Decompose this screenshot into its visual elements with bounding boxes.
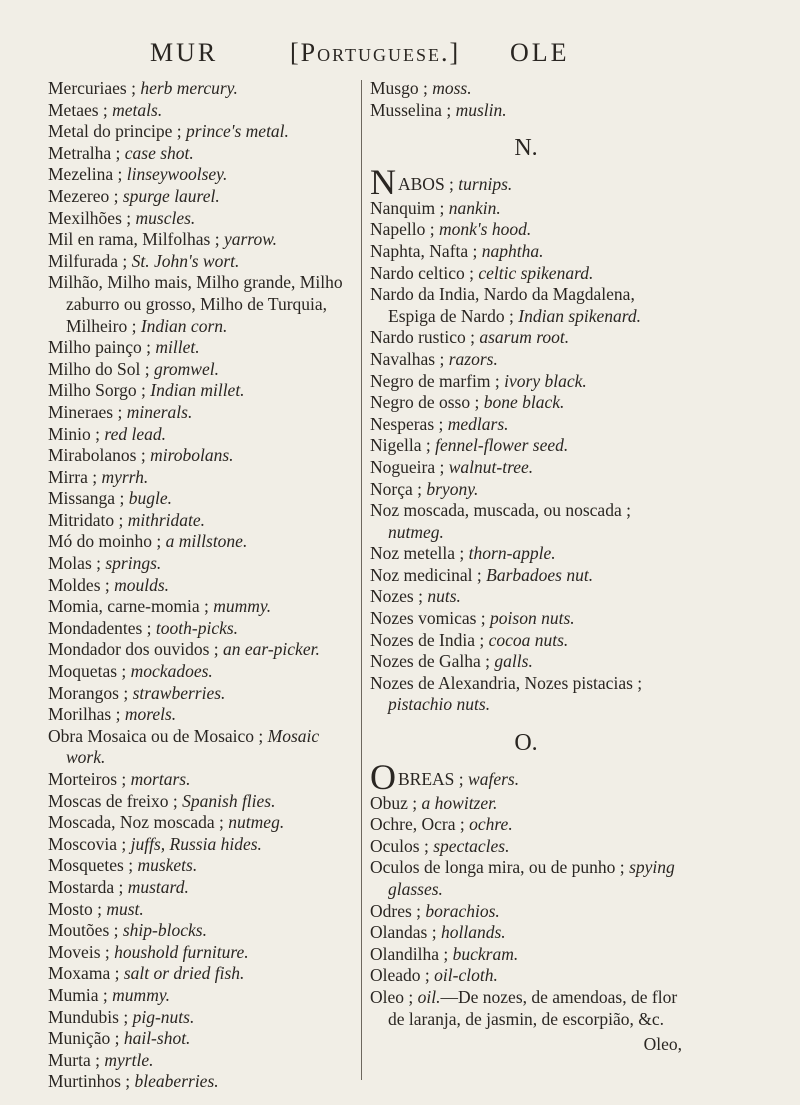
- entry-pt: Nanquim ;: [370, 197, 449, 218]
- entry-pt: Moscada, Noz moscada ;: [48, 812, 229, 833]
- dictionary-entry: [370, 673, 682, 716]
- entry-pt: Nozes de India ;: [370, 629, 489, 650]
- header-center: [Portuguese.]: [290, 38, 461, 67]
- entry-pt: Mosquetes ;: [48, 855, 138, 876]
- dictionary-entry: [48, 683, 354, 705]
- entry-en: metals.: [112, 99, 163, 120]
- entry-pt: Milho painço ;: [48, 337, 156, 358]
- entry-pt: Momia, carne-momia ;: [48, 596, 214, 617]
- dictionary-entry: [48, 1071, 354, 1093]
- entry-en: celtic spikenard.: [478, 262, 594, 283]
- entry-en: hollands.: [440, 922, 506, 943]
- entry-en: nutmeg.: [388, 521, 444, 542]
- entry-pt: Nogueira ;: [370, 456, 449, 477]
- dictionary-entry: [48, 337, 354, 359]
- entry-pt: Navalhas ;: [370, 348, 449, 369]
- dictionary-entry: [370, 479, 682, 501]
- entry-en: bugle.: [128, 488, 172, 509]
- entry-pt: Noz moscada, muscada, ou noscada ;: [370, 500, 631, 521]
- dictionary-entry: [370, 327, 682, 349]
- dictionary-entry: [370, 219, 682, 241]
- entry-pt: Moutões ;: [48, 920, 123, 941]
- header-right: OLE: [510, 38, 570, 67]
- entry-en: muskets.: [137, 855, 198, 876]
- dictionary-entry: [48, 424, 354, 446]
- entry-en: St. John's wort.: [131, 250, 240, 271]
- entry-en: houshold furniture.: [114, 941, 249, 962]
- entry-pt: Nigella ;: [370, 435, 436, 456]
- entry-en: muscles.: [135, 207, 196, 228]
- entry-en: millet.: [155, 337, 200, 358]
- entry-pt: Mondadentes ;: [48, 617, 156, 638]
- entry-en: nankin.: [448, 197, 501, 218]
- entry-pt: Oleado ;: [370, 965, 435, 986]
- entry-en: pistachio nuts.: [388, 694, 491, 715]
- dictionary-entry: [48, 164, 354, 186]
- entry-en: must.: [106, 898, 144, 919]
- entry-en: Mosaic work.: [66, 725, 320, 768]
- dictionary-entry: [48, 639, 354, 661]
- entry-en: asarum root.: [479, 327, 570, 348]
- header-left: MUR: [150, 38, 219, 67]
- entry-pt: Morilhas ;: [48, 704, 125, 725]
- entry-en: hail-shot.: [123, 1028, 191, 1049]
- entry-en: ship-blocks.: [122, 920, 207, 941]
- dictionary-entry: [370, 263, 682, 285]
- entry-pt: Olandas ;: [370, 922, 441, 943]
- entry-en: gromwel.: [154, 358, 219, 379]
- dictionary-entry: [48, 510, 354, 532]
- dictionary-entry: [370, 987, 682, 1030]
- entry-pt: Odres ;: [370, 900, 426, 921]
- entry-pt: Naphta, Nafta ;: [370, 240, 482, 261]
- entry-pt: Obuz ;: [370, 792, 422, 813]
- entry-en: mortars.: [130, 769, 191, 789]
- dictionary-entry: [48, 985, 354, 1007]
- entry-en: minerals.: [126, 401, 193, 422]
- entry-pt: Olandilha ;: [370, 943, 453, 964]
- entry-pt: Mundubis ;: [48, 1006, 133, 1027]
- entry-pt: Metaes ;: [48, 99, 113, 120]
- dictionary-entry: [48, 726, 354, 769]
- dictionary-entry: [370, 241, 682, 263]
- dictionary-entry: [370, 836, 682, 858]
- entry-pt: Mercuriaes ;: [48, 78, 141, 98]
- entry-en: ochre.: [469, 814, 513, 835]
- entry-pt: Nozes de Galha ;: [370, 651, 495, 672]
- entry-pt: Milho Sorgo ;: [48, 380, 151, 401]
- entry-en: poison nuts.: [490, 608, 575, 629]
- entry-pt: Mumia ;: [48, 984, 113, 1005]
- entry-pt: Nozes ;: [370, 586, 428, 607]
- entry-pt: BREAS ;: [398, 769, 469, 790]
- dictionary-entry: [48, 553, 354, 575]
- entry-pt: Norça ;: [370, 478, 427, 499]
- entry-pt: Oculos ;: [370, 835, 434, 856]
- entry-en: case shot.: [124, 142, 194, 163]
- dictionary-entry: [370, 793, 682, 815]
- entry-pt: Mostarda ;: [48, 876, 128, 897]
- entry-en: yarrow.: [223, 229, 277, 250]
- entry-en: bryony.: [426, 478, 479, 499]
- drop-cap-n: N: [370, 162, 396, 203]
- dictionary-entry: [48, 1007, 354, 1029]
- entry-en: herb mercury.: [140, 78, 238, 98]
- entry-en: razors.: [448, 348, 498, 369]
- dictionary-entry: [48, 618, 354, 640]
- dictionary-entry: [370, 543, 682, 565]
- entry-en: turnips.: [458, 174, 513, 195]
- entry-first-o: [370, 757, 682, 798]
- entry-en: morels.: [124, 704, 177, 725]
- entry-pt: Moldes ;: [48, 574, 115, 595]
- dictionary-entry: [370, 944, 682, 966]
- drop-cap-o: O: [370, 757, 396, 798]
- dictionary-entry: [48, 963, 354, 985]
- dictionary-entry: [370, 284, 682, 327]
- dictionary-entry: [48, 467, 354, 489]
- dictionary-entry: [48, 488, 354, 510]
- entry-pt: Nesperas ;: [370, 413, 448, 434]
- entry-en: tooth-picks.: [155, 617, 239, 638]
- entry-en: medlars.: [447, 413, 509, 434]
- entry-pt: Moscas de freixo ;: [48, 790, 183, 811]
- entry-en: borachios.: [425, 900, 500, 921]
- entry-continuation: —De nozes, de amendoas, de flor de laranja, de jasmin, de escorpião, &c.: [388, 986, 678, 1029]
- dictionary-entry: [48, 834, 354, 856]
- dictionary-entry: [370, 901, 682, 923]
- entry-en: a howitzer.: [421, 792, 498, 813]
- entry-en: walnut-tree.: [448, 456, 534, 477]
- entry-pt: Munição ;: [48, 1028, 124, 1049]
- entry-pt: Milhão, Milho mais, Milho grande, Milho zaburro ou grosso, Milho de Turquia, Milheiro ;: [48, 272, 343, 336]
- entry-en: buckram.: [452, 943, 519, 964]
- dictionary-entry: [370, 78, 682, 100]
- catchword: Oleo,: [643, 1034, 682, 1055]
- entry-en: Indian spikenard.: [518, 305, 642, 326]
- entry-pt: Mosto ;: [48, 898, 107, 919]
- entry-en: spectacles.: [433, 835, 510, 856]
- dictionary-entry: [370, 414, 682, 436]
- entry-pt: Molas ;: [48, 553, 106, 574]
- dictionary-entry: [48, 661, 354, 683]
- entry-pt: Morangos ;: [48, 682, 133, 703]
- dictionary-entry: [48, 812, 354, 834]
- entry-pt: Napello ;: [370, 219, 440, 240]
- dictionary-entry: [48, 877, 354, 899]
- dictionary-entry: [48, 229, 354, 251]
- dictionary-entry: [370, 814, 682, 836]
- dictionary-entry: [48, 251, 354, 273]
- entry-en: spying glasses.: [388, 857, 675, 899]
- dictionary-entry: [370, 392, 682, 414]
- entry-en: oil.: [417, 986, 441, 1007]
- dictionary-entry: [48, 100, 354, 122]
- entry-en: Barbadoes nut.: [486, 564, 594, 585]
- entry-pt: Metralha ;: [48, 142, 125, 163]
- dictionary-entry: [48, 359, 354, 381]
- entry-en: galls.: [494, 651, 533, 672]
- entry-pt: Mezelina ;: [48, 164, 127, 185]
- entry-en: nuts.: [427, 586, 461, 607]
- entry-en: mithridate.: [127, 509, 206, 530]
- entry-en: myrtle.: [104, 1049, 154, 1070]
- entry-pt: Murtinhos ;: [48, 1071, 135, 1092]
- entry-pt: Moquetas ;: [48, 661, 131, 682]
- entry-pt: Milho do Sol ;: [48, 358, 154, 379]
- dictionary-entry: [370, 651, 682, 673]
- entry-en: mummy.: [112, 984, 171, 1005]
- entry-pt: Mirra ;: [48, 466, 102, 487]
- entry-pt: Minio ;: [48, 423, 105, 444]
- entry-pt: Negro de osso ;: [370, 392, 484, 413]
- entry-en: strawberries.: [132, 682, 226, 703]
- entry-pt: Noz metella ;: [370, 543, 469, 564]
- entry-pt: Mexilhões ;: [48, 207, 136, 228]
- dictionary-entry: [48, 380, 354, 402]
- left-column: [48, 78, 354, 1093]
- right-column: [370, 78, 682, 1055]
- entry-pt: Missanga ;: [48, 488, 129, 509]
- dictionary-entry: [48, 78, 354, 100]
- dictionary-entry: [370, 922, 682, 944]
- entry-en: Indian corn.: [140, 315, 228, 336]
- entry-pt: Oleo ;: [370, 986, 418, 1007]
- entry-pt: Obra Mosaica ou de Mosaico ;: [48, 725, 268, 746]
- dictionary-entry: [48, 596, 354, 618]
- dictionary-entry: [48, 791, 354, 813]
- entry-en: pig-nuts.: [132, 1006, 195, 1027]
- entry-pt: Mondador dos ouvidos ;: [48, 639, 223, 660]
- entry-pt: Nardo rustico ;: [370, 327, 480, 348]
- dictionary-entry: [48, 445, 354, 467]
- entry-en: bone black.: [483, 392, 565, 413]
- dictionary-entry: [370, 500, 682, 543]
- entry-en: mummy.: [213, 596, 272, 617]
- section-heading-n: N.: [514, 135, 538, 162]
- entry-pt: Musgo ;: [370, 78, 433, 98]
- entry-pt: Nozes vomicas ;: [370, 608, 491, 629]
- dictionary-entry: [48, 855, 354, 877]
- entry-pt: Milfurada ;: [48, 250, 132, 271]
- entry-en: bleaberries.: [134, 1071, 219, 1092]
- dictionary-entry: [48, 531, 354, 553]
- entry-pt: Mirabolanos ;: [48, 445, 151, 466]
- entry-en: moss.: [432, 78, 472, 98]
- entry-en: linseywoolsey.: [126, 164, 228, 185]
- dictionary-entry: [48, 121, 354, 143]
- dictionary-entry: [370, 608, 682, 630]
- dictionary-entry: [370, 457, 682, 479]
- entry-en: a millstone.: [165, 531, 248, 552]
- entry-en: Indian millet.: [150, 380, 245, 401]
- dictionary-entry: [48, 575, 354, 597]
- entry-pt: Mitridato ;: [48, 509, 128, 530]
- entry-en: cocoa nuts.: [488, 629, 569, 650]
- dictionary-entry: [48, 402, 354, 424]
- dictionary-entry: [48, 769, 354, 791]
- entry-first-n: [370, 162, 682, 203]
- entry-en: Spanish flies.: [182, 790, 276, 811]
- entry-en: muslin.: [455, 99, 507, 120]
- entry-en: oil-cloth.: [434, 965, 498, 986]
- dictionary-entry: [370, 435, 682, 457]
- dictionary-entry: [370, 965, 682, 987]
- dictionary-entry: [48, 208, 354, 230]
- entry-en: ivory black.: [504, 370, 587, 391]
- dictionary-entry: [48, 1028, 354, 1050]
- entry-pt: Metal do principe ;: [48, 121, 187, 142]
- entry-pt: Ochre, Ocra ;: [370, 814, 470, 835]
- entry-en: naphtha.: [481, 240, 544, 261]
- entry-pt: Murta ;: [48, 1049, 105, 1070]
- entry-pt: Moscovia ;: [48, 833, 131, 854]
- dictionary-entry: [370, 371, 682, 393]
- entry-en: mirobolans.: [150, 445, 234, 466]
- dictionary-entry: [370, 565, 682, 587]
- dictionary-entry: [48, 942, 354, 964]
- entry-en: red lead.: [104, 423, 166, 444]
- entry-en: spurge laurel.: [122, 185, 220, 206]
- dictionary-entry: [370, 349, 682, 371]
- entry-pt: Mó do moinho ;: [48, 531, 166, 552]
- entry-pt: Mil en rama, Milfolhas ;: [48, 229, 224, 250]
- entry-en: salt or dried fish.: [123, 963, 245, 984]
- dictionary-entry: [370, 198, 682, 220]
- entry-pt: Musselina ;: [370, 99, 456, 120]
- entry-en: myrrh.: [101, 466, 149, 487]
- dictionary-entry: [48, 899, 354, 921]
- entry-en: moulds.: [114, 574, 170, 595]
- section-heading-o: O.: [514, 730, 538, 757]
- entry-pt: ABOS ;: [398, 174, 459, 195]
- entry-en: fennel-flower seed.: [435, 435, 569, 456]
- entry-en: monk's hood.: [439, 219, 532, 240]
- entry-en: mockadoes.: [130, 661, 213, 682]
- entry-en: thorn-apple.: [468, 543, 556, 564]
- entry-pt: Nozes de Alexandria, Nozes pistacias ;: [370, 672, 643, 693]
- dictionary-entry: [370, 857, 682, 900]
- entry-pt: Oculos de longa mira, ou de punho ;: [370, 857, 630, 878]
- dictionary-entry: [370, 630, 682, 652]
- dictionary-entry: [48, 186, 354, 208]
- entry-en: an ear-picker.: [223, 639, 320, 660]
- dictionary-entry: [48, 704, 354, 726]
- entry-en: nutmeg.: [228, 812, 285, 833]
- entry-pt: Nardo da India, Nardo da Magdalena, Espiga de Nardo ;: [370, 284, 635, 326]
- entry-pt: Moxama ;: [48, 963, 124, 984]
- entry-pt: Morteiros ;: [48, 769, 131, 789]
- entry-pt: Mezereo ;: [48, 185, 123, 206]
- entry-pt: Nardo celtico ;: [370, 262, 479, 283]
- entry-en: springs.: [105, 553, 162, 574]
- entry-en: wafers.: [468, 769, 520, 790]
- entry-en: juffs, Russia hides.: [130, 833, 262, 854]
- entry-en: mustard.: [127, 876, 189, 897]
- entry-pt: Mineraes ;: [48, 401, 127, 422]
- dictionary-entry: [370, 100, 682, 122]
- entry-pt: Negro de marfim ;: [370, 370, 505, 391]
- running-header: [0, 38, 800, 78]
- entry-en: prince's metal.: [186, 121, 289, 142]
- entry-pt: Noz medicinal ;: [370, 564, 487, 585]
- column-divider: [361, 80, 362, 1080]
- dictionary-entry: [48, 920, 354, 942]
- dictionary-entry: [370, 586, 682, 608]
- dictionary-entry: [48, 143, 354, 165]
- entry-pt: Moveis ;: [48, 941, 115, 962]
- dictionary-entry: [48, 272, 354, 337]
- dictionary-entry: [48, 1050, 354, 1072]
